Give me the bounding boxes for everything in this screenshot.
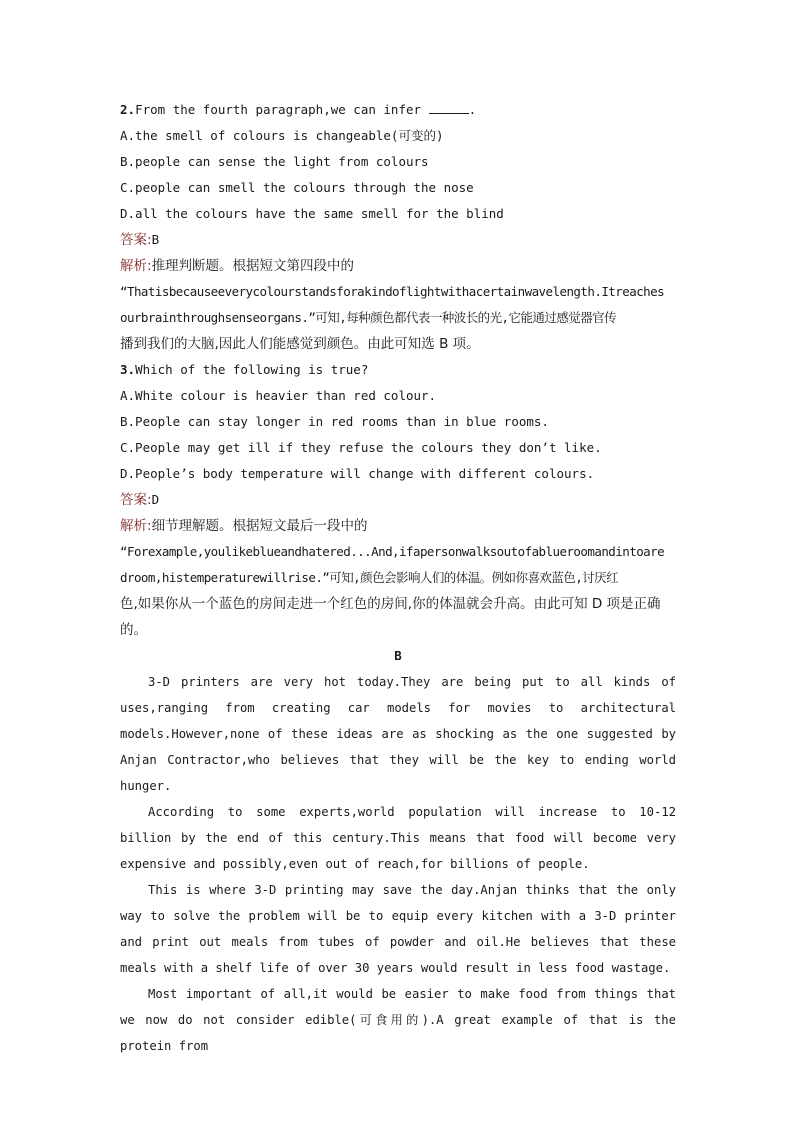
- passage-paragraph-4: Most important of all,it would be easier to make food from things that we now do not consider edible(可食用的).A great example of that is the protein from: [120, 987, 676, 1053]
- q2-blank: [429, 101, 469, 114]
- q3-analysis-label: 解析:: [120, 518, 152, 534]
- q2-analysis: [120, 253, 676, 279]
- q2-answer-value: B: [151, 232, 160, 247]
- passage-paragraph-3: This is where 3-D printing may save the day.Anjan thinks that the only way to solve the problem will be to equip every kitchen with a 3-D printer and print out meals from tubes of powder and oil.He believes that these meals with a shelf life of over 30 years would result in less food wastage.: [120, 883, 676, 975]
- q3-option-d: D.People’s body temperature will change with different colours.: [120, 466, 595, 481]
- passage-paragraph-2: According to some experts,world population will increase to 10-12 billion by the end of this century.This means that food will become very expensive and possibly,even out of reach,for billions of people.: [120, 805, 676, 871]
- q3-number: 3.: [120, 362, 136, 377]
- q3-analysis-line-3: 色,如果你从一个蓝色的房间走进一个红色的房间,你的体温就会升高。由此可知 D 项是正确: [120, 596, 661, 612]
- q3-analysis-quote-1: “Forexample,youlikeblueandhatered...And,ifapersonwalksoutofablueroomandintoare: [120, 544, 665, 559]
- q2-answer-label: 答案:: [120, 232, 152, 248]
- q2-analysis-quote-1: “Thatisbecauseeverycolourstandsforakindoflightwithacertainwavelength.Itreaches: [120, 284, 665, 299]
- q3-answer-label: 答案:: [120, 492, 152, 508]
- q2-answer: [120, 227, 676, 253]
- q3-option-a: A.White colour is heavier than red colour.: [120, 388, 437, 403]
- q3-analysis-quote-2: droom,histemperaturewillrise.”可知,颜色会影响人们的体温。例如你喜欢蓝色,讨厌红: [120, 570, 619, 585]
- q2-option-a: A.the smell of colours is changeable(可变的): [120, 128, 444, 143]
- q2-option-b: B.people can sense the light from colours: [120, 154, 429, 169]
- passage-paragraph-1: 3-D printers are very hot today.They are being put to all kinds of uses,ranging from creating car models for movies to architectural models.However,none of these ideas are as shocking as the one suggested by Anjan Contractor,who believes that they will be the key to ending world hunger.: [120, 675, 676, 793]
- q3-analysis-intro: 细节理解题。根据短文最后一段中的: [151, 518, 368, 534]
- q3-option-c: C.People may get ill if they refuse the colours they don’t like.: [120, 440, 602, 455]
- q2-analysis-quote-2: ourbrainthroughsenseorgans.”可知,每种颜色都代表一种波长的光,它能通过感觉器官传: [120, 310, 617, 325]
- q3-stem: [120, 357, 676, 383]
- q2-stem: [120, 97, 676, 123]
- q2-analysis-label: 解析:: [120, 258, 152, 274]
- q2-stem-end: .: [468, 102, 477, 117]
- q3-stem-text: Which of the following is true?: [135, 362, 369, 377]
- q3-analysis-line-4: 的。: [120, 622, 147, 638]
- q3-option-b: B.People can stay longer in red rooms than in blue rooms.: [120, 414, 549, 429]
- q2-analysis-intro: 推理判断题。根据短文第四段中的: [151, 258, 355, 274]
- document-page: [120, 97, 676, 1059]
- q2-option-d: D.all the colours have the same smell for the blind: [120, 206, 504, 221]
- q2-number: 2.: [120, 102, 136, 117]
- q3-answer: [120, 487, 676, 513]
- q2-stem-text: From the fourth paragraph,we can infer: [135, 102, 429, 117]
- q3-answer-value: D: [151, 492, 160, 507]
- q2-analysis-end: 播到我们的大脑,因此人们能感觉到颜色。由此可知选 B 项。: [120, 336, 480, 352]
- q3-analysis: [120, 513, 676, 539]
- section-title: B: [394, 648, 402, 663]
- q2-option-c: C.people can smell the colours through the nose: [120, 180, 474, 195]
